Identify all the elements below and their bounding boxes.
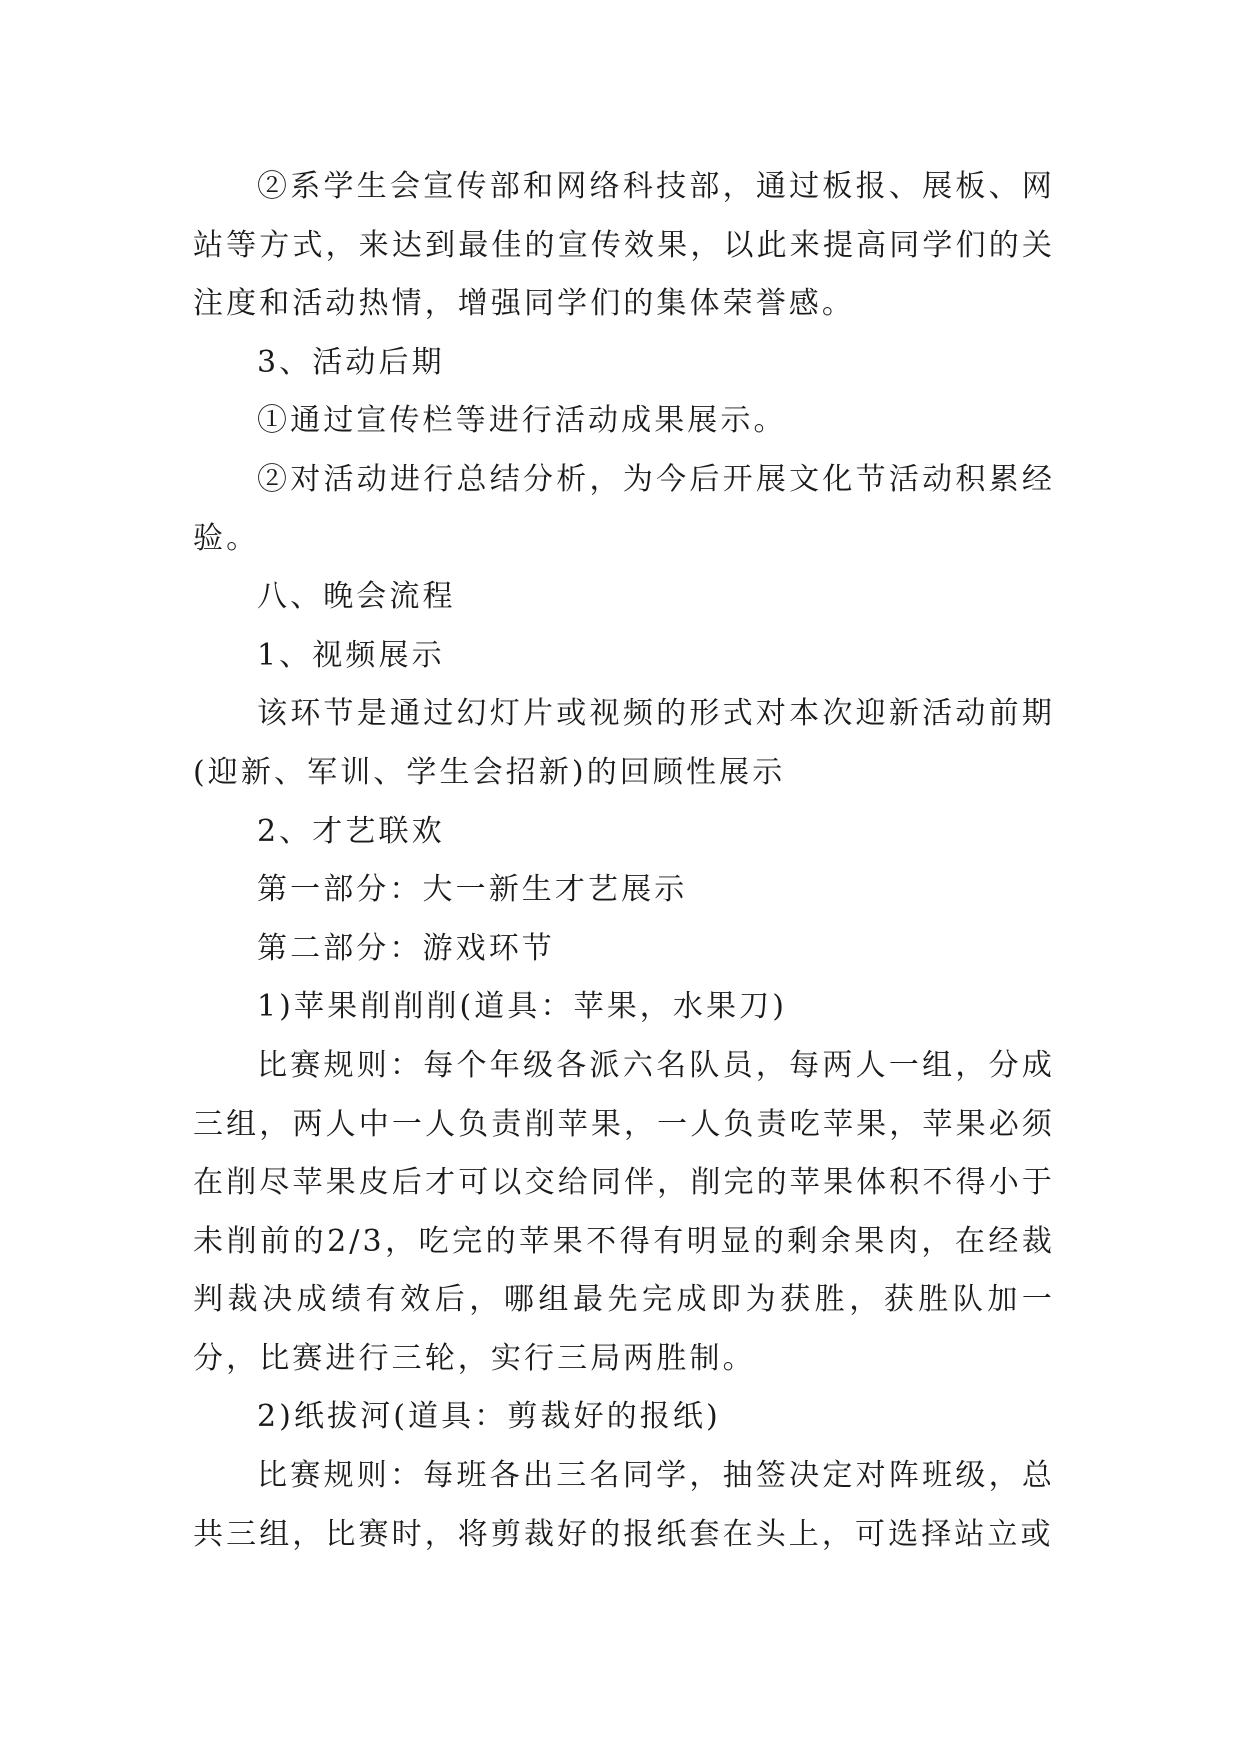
- paragraph-paper-tug-rules: 比赛规则：每班各出三名同学，抽签决定对阵班级，总共三组，比赛时，将剪裁好的报纸套在头上，可选择站立或: [193, 1458, 1055, 1552]
- paragraph-summary-analysis: ②对活动进行总结分析，为今后开展文化节活动积累经验。: [193, 461, 1055, 556]
- heading-video-display: 1、视频展示: [257, 637, 445, 673]
- heading-evening-program: 八、晚会流程: [257, 579, 456, 615]
- heading-paper-tug: 2)纸拔河(道具：剪裁好的报纸): [257, 1399, 721, 1435]
- paragraph-result-display: ①通过宣传栏等进行活动成果展示。: [257, 403, 787, 439]
- paragraph-part-one: 第一部分：大一新生才艺展示: [257, 872, 688, 908]
- heading-activity-late-stage: 3、活动后期: [257, 344, 445, 380]
- paragraph-apple-rules: 比赛规则：每个年级各派六名队员，每两人一组，分成三组，两人中一人负责削苹果，一人负责吃苹果，苹果必须在削尽苹果皮后才可以交给同伴，削完的苹果体积不得小于未削前的2/3，吃完的苹果不得有明显的剩余果肉，在经裁判裁决成绩有效后，哪组最先完成即为获胜，获胜队加一分，比赛进行三轮，实行三局两胜制。: [193, 1047, 1055, 1376]
- paragraph-video-description: 该环节是通过幻灯片或视频的形式对本次迎新活动前期(迎新、军训、学生会招新)的回顾性展示: [193, 696, 1055, 790]
- paragraph-publicity-method: ②系学生会宣传部和网络科技部，通过板报、展板、网站等方式，来达到最佳的宣传效果，以此来提高同学们的关注度和活动热情，增强同学们的集体荣誉感。: [193, 169, 1055, 322]
- heading-apple-peeling: 1)苹果削削削(道具：苹果，水果刀): [257, 989, 787, 1025]
- paragraph-part-two: 第二部分：游戏环节: [257, 930, 555, 966]
- document-body: [193, 158, 1055, 1564]
- heading-talent-show: 2、才艺联欢: [257, 813, 445, 849]
